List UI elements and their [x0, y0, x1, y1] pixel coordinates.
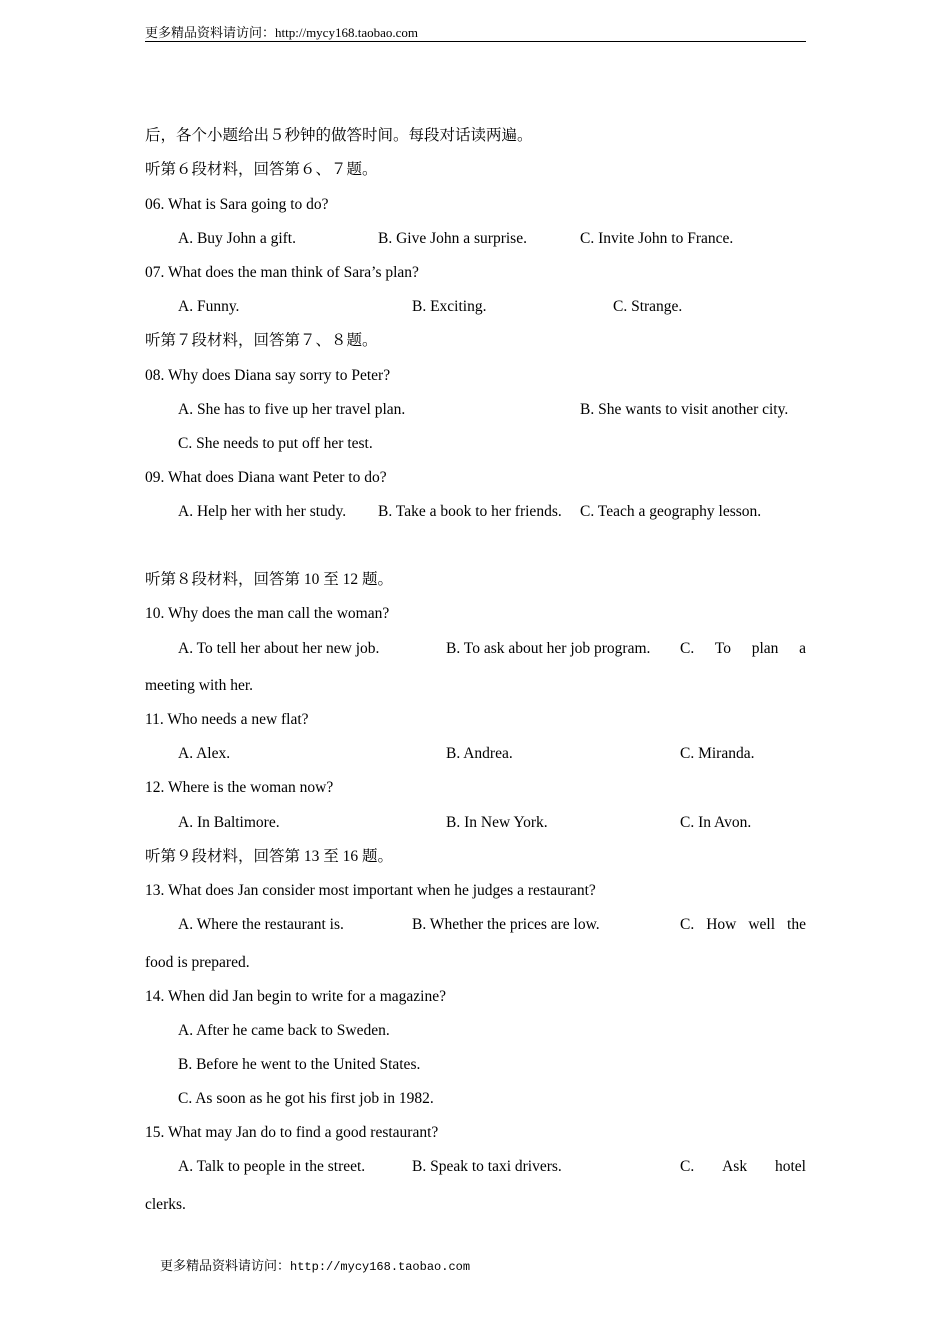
question-11-option-a: A. Alex. [178, 745, 231, 762]
question-14: 14. When did Jan begin to write for a magazine? [145, 988, 447, 1005]
option-c-word: Ask [722, 1158, 748, 1175]
page-footer [160, 1257, 470, 1276]
option-c-word: the [787, 916, 806, 933]
question-06: 06. What is Sara going to do? [145, 196, 329, 213]
question-09-option-a: A. Help her with her study. [178, 503, 347, 520]
question-10-option-b: B. To ask about her job program. [446, 640, 651, 657]
question-07-option-a: A. Funny. [178, 298, 240, 315]
question-11: 11. Who needs a new flat? [145, 711, 309, 728]
question-08-option-c: C. She needs to put off her test. [178, 435, 373, 452]
question-13-option-c-continued: food is prepared. [145, 954, 250, 971]
header-label: 更多精品资料请访问： [145, 25, 276, 40]
question-15-option-a: A. Talk to people in the street. [178, 1158, 366, 1175]
question-09-option-c: C. Teach a geography lesson. [580, 503, 762, 520]
question-13: 13. What does Jan consider most important when he judges a restaurant? [145, 882, 596, 899]
question-06-option-a: A. Buy John a gift. [178, 230, 296, 247]
question-14-option-a: A. After he came back to Sweden. [178, 1022, 390, 1039]
section-6-heading: 听第６段材料，回答第６、７题。 [145, 161, 378, 178]
question-09: 09. What does Diana want Peter to do? [145, 469, 387, 486]
question-07: 07. What does the man think of Sara’s plan? [145, 264, 419, 281]
question-08: 08. Why does Diana say sorry to Peter? [145, 367, 391, 384]
option-c-word: plan [751, 640, 779, 657]
footer-label: 更多精品资料请访问： [160, 1258, 291, 1273]
header-url: http://mycy168.taobao.com [275, 25, 418, 40]
question-06-option-c: C. Invite John to France. [580, 230, 734, 247]
question-14-option-b: B. Before he went to the United States. [178, 1056, 421, 1073]
question-10-option-c [680, 639, 806, 659]
question-12-option-b: B. In New York. [446, 814, 548, 831]
option-c-word: hotel [774, 1158, 806, 1175]
question-10-option-c-continued: meeting with her. [145, 677, 254, 694]
page-header [145, 24, 806, 42]
footer-url: http://mycy168.taobao.com [290, 1260, 471, 1274]
question-10-option-a: A. To tell her about her new job. [178, 640, 380, 657]
question-13-option-b: B. Whether the prices are low. [412, 916, 600, 933]
question-12-option-a: A. In Baltimore. [178, 814, 280, 831]
section-7-heading: 听第７段材料，回答第７、８题。 [145, 332, 378, 349]
question-08-option-a: A. She has to five up her travel plan. [178, 401, 406, 418]
option-c-word: How [706, 916, 737, 933]
question-10: 10. Why does the man call the woman? [145, 605, 390, 622]
question-06-option-b: B. Give John a surprise. [378, 230, 527, 247]
question-12-option-c: C. In Avon. [680, 814, 752, 831]
question-07-option-c: C. Strange. [613, 298, 683, 315]
question-13-option-c [680, 915, 806, 935]
option-c-word: To [714, 640, 732, 657]
option-c-word: a [799, 640, 806, 657]
question-12: 12. Where is the woman now? [145, 779, 334, 796]
section-9-heading: 听第９段材料，回答第 13 至 16 题。 [145, 848, 394, 865]
question-11-option-c: C. Miranda. [680, 745, 755, 762]
option-c-word: well [748, 916, 776, 933]
question-15-option-c [680, 1157, 806, 1177]
option-c-word: C. [680, 916, 695, 933]
question-15-option-b: B. Speak to taxi drivers. [412, 1158, 562, 1175]
question-14-option-c: C. As soon as he got his first job in 1982. [178, 1090, 434, 1107]
question-07-option-b: B. Exciting. [412, 298, 487, 315]
intro-line: 后，各个小题给出５秒钟的做答时间。每段对话读两遍。 [145, 127, 533, 144]
question-13-option-a: A. Where the restaurant is. [178, 916, 344, 933]
option-c-word: C. [680, 1158, 695, 1175]
question-08-option-b: B. She wants to visit another city. [580, 401, 789, 418]
question-09-option-b: B. Take a book to her friends. [378, 503, 562, 520]
question-11-option-b: B. Andrea. [446, 745, 513, 762]
option-c-word: C. [680, 640, 695, 657]
section-8-heading: 听第８段材料，回答第 10 至 12 题。 [145, 571, 394, 588]
question-15: 15. What may Jan do to find a good restaurant? [145, 1124, 439, 1141]
question-15-option-c-continued: clerks. [145, 1196, 186, 1213]
